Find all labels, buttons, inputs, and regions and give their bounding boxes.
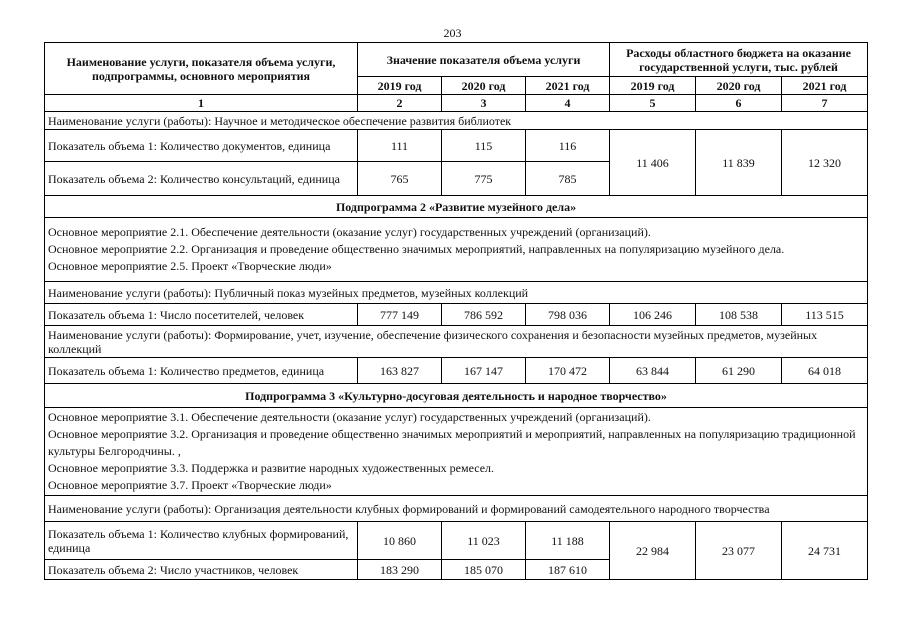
services-table (44, 42, 868, 580)
indicator-label: Показатель объема 1: Количество клубных формирований, единица (45, 522, 358, 560)
service-name: Наименование услуги (работы): Формирование, учет, изучение, обеспечение физического сохранения и безопасности музейных предметов, музейных коллекций (45, 326, 868, 358)
service-name: Наименование услуги (работы): Организация деятельности клубных формирований и формирований самодеятельного народного творчества (45, 496, 868, 522)
budget-value: 113 515 (782, 304, 868, 326)
main-measure: Основное мероприятие 2.5. Проект «Творческие люди» (48, 259, 332, 273)
volume-value: 798 036 (526, 304, 610, 326)
volume-value: 777 149 (358, 304, 442, 326)
main-measure: Основное мероприятие 3.7. Проект «Творческие люди» (48, 478, 332, 492)
header-budget-group: Расходы областного бюджета на оказание государственной услуги, тыс. рублей (610, 43, 868, 77)
volume-value: 116 (526, 130, 610, 162)
main-measure: Основное мероприятие 2.2. Организация и проведение общественно значимых мероприятий, направленных на популяризацию музейного дела. (48, 242, 785, 256)
volume-value: 163 827 (358, 358, 442, 384)
indicator-row (45, 130, 868, 162)
subprogram-row (45, 384, 868, 408)
indicator-label: Показатель объема 1: Количество документов, единица (45, 130, 358, 162)
budget-value: 24 731 (782, 522, 868, 580)
volume-value: 111 (358, 130, 442, 162)
main-measure: Основное мероприятие 2.1. Обеспечение деятельности (оказание услуг) государственных учреждений (организаций). (48, 225, 651, 239)
header-year: 2020 год (442, 77, 526, 95)
indicator-label: Показатель объема 2: Число участников, человек (45, 560, 358, 580)
volume-value: 185 070 (442, 560, 526, 580)
service-row (45, 326, 868, 358)
header-volume-group: Значение показателя объема услуги (358, 43, 610, 77)
service-name: Наименование услуги (работы): Научное и методическое обеспечение развития библиотек (45, 112, 868, 130)
indicator-label: Показатель объема 1: Число посетителей, человек (45, 304, 358, 326)
header-year: 2019 год (358, 77, 442, 95)
budget-value: 108 538 (696, 304, 782, 326)
header-row-1 (45, 43, 868, 77)
measures-row (45, 218, 868, 282)
header-year: 2019 год (610, 77, 696, 95)
volume-value: 786 592 (442, 304, 526, 326)
budget-value: 61 290 (696, 358, 782, 384)
column-number: 6 (696, 95, 782, 112)
subprogram-title: Подпрограмма 2 «Развитие музейного дела» (45, 196, 868, 218)
column-number: 3 (442, 95, 526, 112)
budget-value: 12 320 (782, 130, 868, 196)
volume-value: 785 (526, 162, 610, 196)
indicator-row (45, 304, 868, 326)
column-number: 5 (610, 95, 696, 112)
service-row (45, 282, 868, 304)
volume-value: 765 (358, 162, 442, 196)
subprogram-row (45, 196, 868, 218)
indicator-label: Показатель объема 2: Количество консультаций, единица (45, 162, 358, 196)
volume-value: 775 (442, 162, 526, 196)
page-number: 203 (443, 26, 462, 40)
indicator-row (45, 358, 868, 384)
volume-value: 11 188 (526, 522, 610, 560)
main-measures (45, 218, 868, 282)
budget-value: 22 984 (610, 522, 696, 580)
service-name: Наименование услуги (работы): Публичный показ музейных предметов, музейных коллекций (45, 282, 868, 304)
main-measure: Основное мероприятие 3.2. Организация и проведение общественно значимых мероприятий и мероприятий, направленных на популяризацию традиционной культуры Белгородчины. , (48, 427, 856, 458)
column-number: 2 (358, 95, 442, 112)
header-col1: Наименование услуги, показателя объема услуги, подпрограммы, основного мероприятия (45, 43, 358, 95)
budget-value: 11 406 (610, 130, 696, 196)
indicator-label: Показатель объема 1: Количество предметов, единица (45, 358, 358, 384)
volume-value: 10 860 (358, 522, 442, 560)
main-measure: Основное мероприятие 3.1. Обеспечение деятельности (оказание услуг) государственных учреждений (организаций). (48, 410, 651, 424)
measures-row (45, 408, 868, 496)
header-year: 2021 год (526, 77, 610, 95)
indicator-row (45, 522, 868, 560)
service-row (45, 112, 868, 130)
column-number: 1 (45, 95, 358, 112)
column-number: 4 (526, 95, 610, 112)
volume-value: 115 (442, 130, 526, 162)
volume-value: 11 023 (442, 522, 526, 560)
service-row (45, 496, 868, 522)
subprogram-title: Подпрограмма 3 «Культурно-досуговая деятельность и народное творчество» (45, 384, 868, 408)
main-measures (45, 408, 868, 496)
header-year: 2021 год (782, 77, 868, 95)
budget-value: 106 246 (610, 304, 696, 326)
header-row-numbers (45, 95, 868, 112)
header-year: 2020 год (696, 77, 782, 95)
budget-value: 11 839 (696, 130, 782, 196)
volume-value: 187 610 (526, 560, 610, 580)
main-measure: Основное мероприятие 3.3. Поддержка и развитие народных художественных ремесел. (48, 461, 495, 475)
budget-value: 64 018 (782, 358, 868, 384)
volume-value: 183 290 (358, 560, 442, 580)
budget-value: 23 077 (696, 522, 782, 580)
volume-value: 167 147 (442, 358, 526, 384)
column-number: 7 (782, 95, 868, 112)
budget-value: 63 844 (610, 358, 696, 384)
volume-value: 170 472 (526, 358, 610, 384)
